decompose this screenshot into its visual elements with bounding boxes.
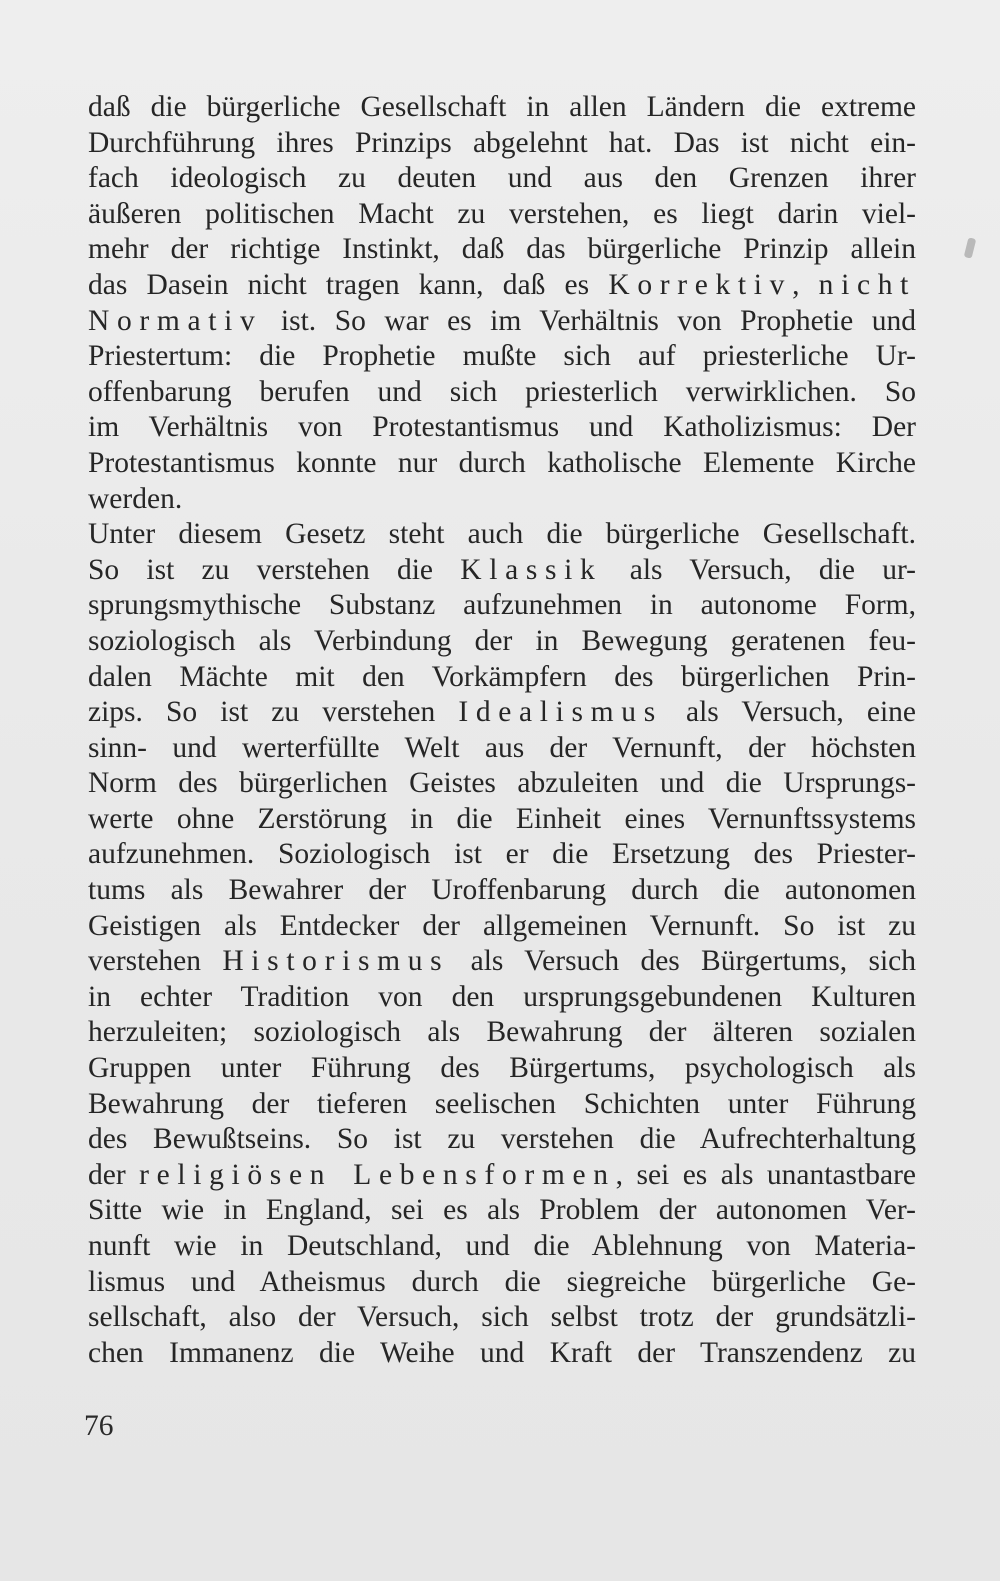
text-line [88,766,916,802]
text-run: als Versuch, die ur- [602,553,917,586]
text-line [88,1300,916,1336]
margin-mark [964,237,977,258]
text-run: mehr der richtige Instinkt, daß das bürgerliche Prinzip allein [88,233,916,266]
text-run: aufzunehmen. Soziologisch ist er die Ersetzung des Priester- [88,838,916,871]
spaced-emphasis: Normativ [88,304,263,337]
text-line [88,909,916,945]
text-run: ist. So war es im Verhältnis von Prophetie und [262,304,916,337]
text-run: Unter diesem Gesetz steht auch die bürgerliche Gesellschaft. [88,518,916,551]
text-run: das Dasein nicht tragen kann, daß es [88,268,609,301]
text-line [88,553,916,589]
text-run: chen Immanenz die Weihe und Kraft der Transzendenz zu [88,1336,916,1369]
text-run: verstehen [88,945,223,978]
text-run: Geistigen als Entdecker der allgemeinen Vernunft. So ist zu [88,909,916,942]
text-line [88,1122,916,1158]
text-run: dalen Mächte mit den Vorkämpfern des bürgerlichen Prin- [88,660,916,693]
text-run: sprungsmythische Substanz aufzunehmen in autonome Form, [88,589,916,622]
body-text [88,90,916,1371]
text-run: in echter Tradition von den ursprungsgebundenen Kulturen [88,980,916,1013]
text-run: offenbarung berufen und sich priesterlich verwirklichen. So [88,375,916,408]
text-run: als Versuch des Bürgertums, sich [449,945,916,978]
text-line [88,232,916,268]
text-line [88,1158,916,1194]
text-line [88,410,916,446]
text-line [88,660,916,696]
text-line [88,446,916,482]
text-run: sinn- und werterfüllte Welt aus der Vernunft, der höchsten [88,731,916,764]
text-run: werden. [88,482,183,515]
spaced-emphasis: nicht [818,268,916,301]
text-line [88,1015,916,1051]
text-run: daß die bürgerliche Gesellschaft in allen Ländern die extreme [88,91,916,123]
text-run: äußeren politischen Macht zu verstehen, es liegt darin viel- [88,197,916,230]
text-line [88,731,916,767]
text-run: nunft wie in Deutschland, und die Ablehnung von Materia- [88,1230,916,1262]
text-run: Sitte wie in England, sei es als Problem der autonomen Ver- [88,1194,916,1227]
text-line [88,304,916,340]
text-line [88,1336,916,1372]
text-run: Priestertum: die Prophetie mußte sich auf priesterliche Ur- [88,340,916,373]
text-run: herzuleiten; soziologisch als Bewahrung der älteren sozialen [88,1016,916,1049]
text-line [88,375,916,411]
text-run: tums als Bewahrer der Uroffenbarung durch die autonomen [88,874,916,907]
text-line [88,268,916,304]
text-line [88,1229,916,1265]
text-line [88,980,916,1016]
text-run: fach ideologisch zu deuten und aus den Grenzen ihrer [88,162,916,195]
text-run: werte ohne Zerstörung in die Einheit eines Vernunftssystems [88,802,916,835]
text-run: , [792,268,819,301]
text-run: der [88,1158,140,1191]
spaced-emphasis: Klassik [460,553,603,586]
text-run: des Bewußtseins. So ist zu verstehen die Aufrechterhaltung [88,1123,916,1156]
spaced-emphasis: Idealismus [458,696,663,729]
text-run: sellschaft, also der Versuch, sich selbst trotz der grundsätzli- [88,1301,916,1334]
spaced-emphasis: Historismus [222,945,450,978]
text-run: Norm des bürgerlichen Geistes abzuleiten und die Ursprungs- [88,767,916,800]
text-line [88,517,916,553]
spaced-emphasis: Korrektiv [608,268,793,301]
text-line [88,90,916,126]
text-line [88,1087,916,1123]
text-run: Protestantismus konnte nur durch katholische Elemente Kirche [88,446,916,479]
text-run: , sei es als unantastbare [615,1158,916,1191]
text-run: lismus und Atheismus durch die siegreiche bürgerliche Ge- [88,1265,916,1298]
text-line [88,1265,916,1301]
text-line [88,588,916,624]
text-line [88,944,916,980]
text-run: So ist zu verstehen die [88,553,461,586]
spaced-emphasis: religiösen Lebensformen [139,1158,616,1191]
text-run: zips. So ist zu verstehen [88,696,459,729]
text-line [88,482,916,518]
text-line [88,339,916,375]
text-run: im Verhältnis von Protestantismus und Katholizismus: Der [88,411,916,444]
text-run: Gruppen unter Führung des Bürgertums, psychologisch als [88,1052,916,1085]
text-line [88,197,916,233]
text-run: Durchführung ihres Prinzips abgelehnt hat. Das ist nicht ein- [88,126,916,159]
text-line [88,1051,916,1087]
text-line [88,837,916,873]
text-line [88,624,916,660]
text-run: soziologisch als Verbindung der in Bewegung geratenen feu- [88,624,916,657]
page-number: 76 [84,1410,114,1442]
text-line [88,802,916,838]
text-line [88,126,916,162]
text-line [88,161,916,197]
text-line [88,1193,916,1229]
text-line [88,873,916,909]
text-run: als Versuch, eine [662,696,916,729]
text-run: Bewahrung der tieferen seelischen Schichten unter Führung [88,1087,916,1120]
text-line [88,695,916,731]
